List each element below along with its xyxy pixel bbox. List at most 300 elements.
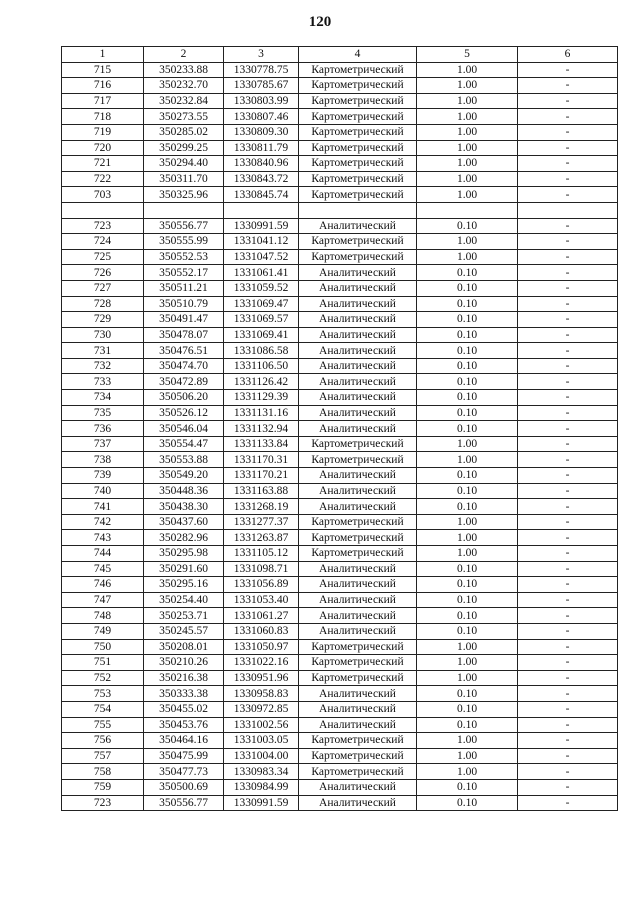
y-coordinate-cell: 1330972.85	[224, 701, 299, 717]
accuracy-cell: 1.00	[417, 187, 518, 203]
table-row	[62, 468, 618, 484]
table-row	[62, 62, 618, 78]
accuracy-cell: 1.00	[417, 452, 518, 468]
method-cell: Аналитический	[299, 296, 417, 312]
y-coordinate-cell: 1330785.67	[224, 78, 299, 94]
method-cell: Картометрический	[299, 546, 417, 562]
y-coordinate-cell: 1331133.84	[224, 436, 299, 452]
coordinates-table	[61, 46, 618, 811]
method-cell: Картометрический	[299, 514, 417, 530]
accuracy-cell: 0.10	[417, 218, 518, 234]
point-number-cell: 746	[62, 577, 144, 593]
note-cell: -	[518, 655, 618, 671]
y-coordinate-cell: 1331126.42	[224, 374, 299, 390]
point-number-cell: 750	[62, 639, 144, 655]
table-row	[62, 78, 618, 94]
table-header-row	[62, 47, 618, 63]
point-number-cell: 723	[62, 218, 144, 234]
point-number-cell: 725	[62, 249, 144, 265]
table-row	[62, 234, 618, 250]
y-coordinate-cell: 1330807.46	[224, 109, 299, 125]
point-number-cell: 720	[62, 140, 144, 156]
table-body	[62, 62, 618, 811]
page-number: 120	[308, 14, 332, 30]
accuracy-cell: 0.10	[417, 592, 518, 608]
table-row	[62, 358, 618, 374]
note-cell: -	[518, 530, 618, 546]
note-cell: -	[518, 577, 618, 593]
note-cell: -	[518, 623, 618, 639]
note-cell: -	[518, 327, 618, 343]
accuracy-cell: 1.00	[417, 171, 518, 187]
method-cell: Аналитический	[299, 218, 417, 234]
y-coordinate-cell: 1331053.40	[224, 592, 299, 608]
method-cell: Аналитический	[299, 499, 417, 515]
table-row	[62, 218, 618, 234]
x-coordinate-cell: 350472.89	[144, 374, 224, 390]
y-coordinate-cell: 1330984.99	[224, 779, 299, 795]
x-coordinate-cell: 350333.38	[144, 686, 224, 702]
method-cell: Картометрический	[299, 639, 417, 655]
accuracy-cell: 0.10	[417, 577, 518, 593]
method-cell: Аналитический	[299, 468, 417, 484]
method-cell: Картометрический	[299, 124, 417, 140]
point-number-cell: 748	[62, 608, 144, 624]
point-number-cell: 742	[62, 514, 144, 530]
method-cell: Аналитический	[299, 561, 417, 577]
y-coordinate-cell: 1331105.12	[224, 546, 299, 562]
y-coordinate-cell: 1331022.16	[224, 655, 299, 671]
point-number-cell: 754	[62, 701, 144, 717]
y-coordinate-cell: 1331106.50	[224, 358, 299, 374]
table-row	[62, 623, 618, 639]
x-coordinate-cell: 350546.04	[144, 421, 224, 437]
note-cell: -	[518, 343, 618, 359]
note-cell: -	[518, 670, 618, 686]
x-coordinate-cell: 350552.53	[144, 249, 224, 265]
note-cell: -	[518, 561, 618, 577]
note-cell: -	[518, 405, 618, 421]
method-cell: Аналитический	[299, 592, 417, 608]
table-row	[62, 670, 618, 686]
table-row	[62, 546, 618, 562]
note-cell: -	[518, 78, 618, 94]
table-row	[62, 452, 618, 468]
accuracy-cell: 0.10	[417, 686, 518, 702]
y-coordinate-cell: 1331047.52	[224, 249, 299, 265]
x-coordinate-cell: 350232.70	[144, 78, 224, 94]
method-cell: Картометрический	[299, 187, 417, 203]
y-coordinate-cell: 1330845.74	[224, 187, 299, 203]
x-coordinate-cell: 350556.77	[144, 795, 224, 811]
table-row	[62, 592, 618, 608]
point-number-cell: 755	[62, 717, 144, 733]
method-cell: Аналитический	[299, 795, 417, 811]
accuracy-cell: 0.10	[417, 701, 518, 717]
x-coordinate-cell: 350510.79	[144, 296, 224, 312]
accuracy-cell: 0.10	[417, 327, 518, 343]
table-row	[62, 296, 618, 312]
method-cell: Аналитический	[299, 421, 417, 437]
x-coordinate-cell: 350245.57	[144, 623, 224, 639]
x-coordinate-cell: 350311.70	[144, 171, 224, 187]
method-cell: Картометрический	[299, 140, 417, 156]
y-coordinate-cell: 1331050.97	[224, 639, 299, 655]
method-cell: Аналитический	[299, 390, 417, 406]
point-number-cell: 757	[62, 748, 144, 764]
accuracy-cell: 0.10	[417, 358, 518, 374]
x-coordinate-cell: 350291.60	[144, 561, 224, 577]
table-row	[62, 483, 618, 499]
point-number-cell: 729	[62, 312, 144, 328]
point-number-cell: 753	[62, 686, 144, 702]
table-row	[62, 156, 618, 172]
x-coordinate-cell: 350282.96	[144, 530, 224, 546]
table-row	[62, 779, 618, 795]
point-number-cell: 743	[62, 530, 144, 546]
note-cell: -	[518, 592, 618, 608]
x-coordinate-cell: 350453.76	[144, 717, 224, 733]
x-coordinate-cell: 350500.69	[144, 779, 224, 795]
point-number-cell: 723	[62, 795, 144, 811]
note-cell: -	[518, 374, 618, 390]
method-cell: Аналитический	[299, 577, 417, 593]
accuracy-cell: 1.00	[417, 78, 518, 94]
point-number-cell: 718	[62, 109, 144, 125]
note-cell: -	[518, 358, 618, 374]
note-cell: -	[518, 468, 618, 484]
y-coordinate-cell: 1331163.88	[224, 483, 299, 499]
method-cell: Аналитический	[299, 686, 417, 702]
note-cell: -	[518, 280, 618, 296]
note-cell: -	[518, 296, 618, 312]
y-coordinate-cell: 1331061.41	[224, 265, 299, 281]
x-coordinate-cell: 350476.51	[144, 343, 224, 359]
point-number-cell: 734	[62, 390, 144, 406]
table-row	[62, 343, 618, 359]
y-coordinate-cell: 1331004.00	[224, 748, 299, 764]
table-row	[62, 109, 618, 125]
note-cell: -	[518, 234, 618, 250]
method-cell: Картометрический	[299, 670, 417, 686]
x-coordinate-cell: 350294.40	[144, 156, 224, 172]
method-cell: Картометрический	[299, 156, 417, 172]
x-coordinate-cell	[144, 202, 224, 218]
accuracy-cell: 0.10	[417, 296, 518, 312]
accuracy-cell	[417, 202, 518, 218]
column-header: 2	[144, 47, 224, 63]
y-coordinate-cell	[224, 202, 299, 218]
note-cell: -	[518, 312, 618, 328]
point-number-cell: 758	[62, 764, 144, 780]
y-coordinate-cell: 1331170.21	[224, 468, 299, 484]
method-cell: Картометрический	[299, 93, 417, 109]
accuracy-cell: 1.00	[417, 249, 518, 265]
x-coordinate-cell: 350455.02	[144, 701, 224, 717]
table-row	[62, 124, 618, 140]
accuracy-cell: 0.10	[417, 499, 518, 515]
accuracy-cell: 1.00	[417, 109, 518, 125]
point-number-cell: 740	[62, 483, 144, 499]
y-coordinate-cell: 1331268.19	[224, 499, 299, 515]
point-number-cell: 716	[62, 78, 144, 94]
y-coordinate-cell: 1331086.58	[224, 343, 299, 359]
method-cell: Картометрический	[299, 530, 417, 546]
point-number-cell: 727	[62, 280, 144, 296]
point-number-cell: 747	[62, 592, 144, 608]
note-cell: -	[518, 717, 618, 733]
x-coordinate-cell: 350477.73	[144, 764, 224, 780]
note-cell: -	[518, 140, 618, 156]
point-number-cell: 735	[62, 405, 144, 421]
note-cell: -	[518, 748, 618, 764]
x-coordinate-cell: 350253.71	[144, 608, 224, 624]
table-row	[62, 764, 618, 780]
y-coordinate-cell: 1331098.71	[224, 561, 299, 577]
point-number-cell: 741	[62, 499, 144, 515]
point-number-cell: 730	[62, 327, 144, 343]
table-row	[62, 421, 618, 437]
accuracy-cell: 1.00	[417, 234, 518, 250]
accuracy-cell: 1.00	[417, 436, 518, 452]
y-coordinate-cell: 1331129.39	[224, 390, 299, 406]
method-cell: Аналитический	[299, 358, 417, 374]
table-row	[62, 405, 618, 421]
table-row	[62, 202, 618, 218]
table-row	[62, 436, 618, 452]
method-cell: Аналитический	[299, 265, 417, 281]
method-cell: Аналитический	[299, 280, 417, 296]
accuracy-cell: 1.00	[417, 655, 518, 671]
note-cell: -	[518, 764, 618, 780]
x-coordinate-cell: 350295.16	[144, 577, 224, 593]
x-coordinate-cell: 350478.07	[144, 327, 224, 343]
note-cell: -	[518, 390, 618, 406]
accuracy-cell: 0.10	[417, 779, 518, 795]
point-number-cell: 744	[62, 546, 144, 562]
x-coordinate-cell: 350295.98	[144, 546, 224, 562]
y-coordinate-cell: 1330803.99	[224, 93, 299, 109]
accuracy-cell: 0.10	[417, 405, 518, 421]
accuracy-cell: 0.10	[417, 623, 518, 639]
method-cell: Картометрический	[299, 62, 417, 78]
y-coordinate-cell: 1330991.59	[224, 795, 299, 811]
method-cell: Картометрический	[299, 109, 417, 125]
note-cell: -	[518, 795, 618, 811]
note-cell: -	[518, 639, 618, 655]
point-number-cell: 719	[62, 124, 144, 140]
point-number-cell: 731	[62, 343, 144, 359]
accuracy-cell: 0.10	[417, 312, 518, 328]
x-coordinate-cell: 350552.17	[144, 265, 224, 281]
x-coordinate-cell: 350233.88	[144, 62, 224, 78]
accuracy-cell: 0.10	[417, 561, 518, 577]
table-row	[62, 530, 618, 546]
method-cell: Аналитический	[299, 312, 417, 328]
note-cell: -	[518, 187, 618, 203]
accuracy-cell: 1.00	[417, 764, 518, 780]
x-coordinate-cell: 350208.01	[144, 639, 224, 655]
x-coordinate-cell: 350554.47	[144, 436, 224, 452]
table-row	[62, 748, 618, 764]
method-cell	[299, 202, 417, 218]
note-cell: -	[518, 514, 618, 530]
method-cell: Картометрический	[299, 655, 417, 671]
table-row	[62, 717, 618, 733]
y-coordinate-cell: 1331056.89	[224, 577, 299, 593]
note-cell	[518, 202, 618, 218]
column-header: 5	[417, 47, 518, 63]
table-row	[62, 577, 618, 593]
table-row	[62, 795, 618, 811]
y-coordinate-cell: 1331003.05	[224, 733, 299, 749]
x-coordinate-cell: 350491.47	[144, 312, 224, 328]
x-coordinate-cell: 350210.26	[144, 655, 224, 671]
accuracy-cell: 1.00	[417, 124, 518, 140]
table-row	[62, 655, 618, 671]
x-coordinate-cell: 350549.20	[144, 468, 224, 484]
method-cell: Картометрический	[299, 733, 417, 749]
table-row	[62, 686, 618, 702]
note-cell: -	[518, 156, 618, 172]
note-cell: -	[518, 249, 618, 265]
x-coordinate-cell: 350555.99	[144, 234, 224, 250]
note-cell: -	[518, 546, 618, 562]
y-coordinate-cell: 1331131.16	[224, 405, 299, 421]
y-coordinate-cell: 1330778.75	[224, 62, 299, 78]
x-coordinate-cell: 350506.20	[144, 390, 224, 406]
note-cell: -	[518, 171, 618, 187]
note-cell: -	[518, 421, 618, 437]
point-number-cell: 728	[62, 296, 144, 312]
method-cell: Картометрический	[299, 748, 417, 764]
y-coordinate-cell: 1331041.12	[224, 234, 299, 250]
accuracy-cell: 0.10	[417, 265, 518, 281]
accuracy-cell: 1.00	[417, 514, 518, 530]
point-number-cell: 733	[62, 374, 144, 390]
point-number-cell: 732	[62, 358, 144, 374]
column-header: 6	[518, 47, 618, 63]
table-row	[62, 608, 618, 624]
accuracy-cell: 1.00	[417, 530, 518, 546]
accuracy-cell: 0.10	[417, 483, 518, 499]
y-coordinate-cell: 1331059.52	[224, 280, 299, 296]
y-coordinate-cell: 1330991.59	[224, 218, 299, 234]
table-row	[62, 499, 618, 515]
accuracy-cell: 0.10	[417, 343, 518, 359]
point-number-cell: 717	[62, 93, 144, 109]
point-number-cell: 721	[62, 156, 144, 172]
point-number-cell: 724	[62, 234, 144, 250]
x-coordinate-cell: 350437.60	[144, 514, 224, 530]
accuracy-cell: 0.10	[417, 374, 518, 390]
y-coordinate-cell: 1330843.72	[224, 171, 299, 187]
table-row	[62, 327, 618, 343]
note-cell: -	[518, 701, 618, 717]
method-cell: Картометрический	[299, 436, 417, 452]
note-cell: -	[518, 436, 618, 452]
note-cell: -	[518, 686, 618, 702]
x-coordinate-cell: 350464.16	[144, 733, 224, 749]
method-cell: Картометрический	[299, 78, 417, 94]
method-cell: Аналитический	[299, 483, 417, 499]
accuracy-cell: 1.00	[417, 156, 518, 172]
point-number-cell: 745	[62, 561, 144, 577]
table-row	[62, 280, 618, 296]
point-number-cell: 722	[62, 171, 144, 187]
x-coordinate-cell: 350254.40	[144, 592, 224, 608]
note-cell: -	[518, 608, 618, 624]
accuracy-cell: 0.10	[417, 468, 518, 484]
note-cell: -	[518, 62, 618, 78]
accuracy-cell: 1.00	[417, 670, 518, 686]
table-row	[62, 561, 618, 577]
x-coordinate-cell: 350325.96	[144, 187, 224, 203]
accuracy-cell: 0.10	[417, 421, 518, 437]
point-number-cell: 703	[62, 187, 144, 203]
point-number-cell: 752	[62, 670, 144, 686]
note-cell: -	[518, 779, 618, 795]
method-cell: Картометрический	[299, 171, 417, 187]
y-coordinate-cell: 1330809.30	[224, 124, 299, 140]
x-coordinate-cell: 350511.21	[144, 280, 224, 296]
table-row	[62, 93, 618, 109]
table-row	[62, 390, 618, 406]
x-coordinate-cell: 350526.12	[144, 405, 224, 421]
accuracy-cell: 0.10	[417, 280, 518, 296]
point-number-cell	[62, 202, 144, 218]
y-coordinate-cell: 1330951.96	[224, 670, 299, 686]
y-coordinate-cell: 1331069.41	[224, 327, 299, 343]
accuracy-cell: 1.00	[417, 546, 518, 562]
accuracy-cell: 0.10	[417, 717, 518, 733]
point-number-cell: 726	[62, 265, 144, 281]
x-coordinate-cell: 350285.02	[144, 124, 224, 140]
y-coordinate-cell: 1331061.27	[224, 608, 299, 624]
y-coordinate-cell: 1331002.56	[224, 717, 299, 733]
column-header: 1	[62, 47, 144, 63]
note-cell: -	[518, 733, 618, 749]
note-cell: -	[518, 109, 618, 125]
table-row	[62, 514, 618, 530]
point-number-cell: 756	[62, 733, 144, 749]
method-cell: Картометрический	[299, 234, 417, 250]
point-number-cell: 737	[62, 436, 144, 452]
accuracy-cell: 0.10	[417, 795, 518, 811]
y-coordinate-cell: 1330983.34	[224, 764, 299, 780]
y-coordinate-cell: 1331060.83	[224, 623, 299, 639]
column-header: 4	[299, 47, 417, 63]
x-coordinate-cell: 350299.25	[144, 140, 224, 156]
x-coordinate-cell: 350448.36	[144, 483, 224, 499]
x-coordinate-cell: 350474.70	[144, 358, 224, 374]
point-number-cell: 751	[62, 655, 144, 671]
x-coordinate-cell: 350556.77	[144, 218, 224, 234]
y-coordinate-cell: 1331263.87	[224, 530, 299, 546]
method-cell: Картометрический	[299, 249, 417, 265]
method-cell: Картометрический	[299, 764, 417, 780]
note-cell: -	[518, 265, 618, 281]
method-cell: Аналитический	[299, 327, 417, 343]
accuracy-cell: 0.10	[417, 390, 518, 406]
accuracy-cell: 1.00	[417, 733, 518, 749]
point-number-cell: 749	[62, 623, 144, 639]
note-cell: -	[518, 499, 618, 515]
x-coordinate-cell: 350232.84	[144, 93, 224, 109]
point-number-cell: 738	[62, 452, 144, 468]
x-coordinate-cell: 350553.88	[144, 452, 224, 468]
accuracy-cell: 1.00	[417, 639, 518, 655]
